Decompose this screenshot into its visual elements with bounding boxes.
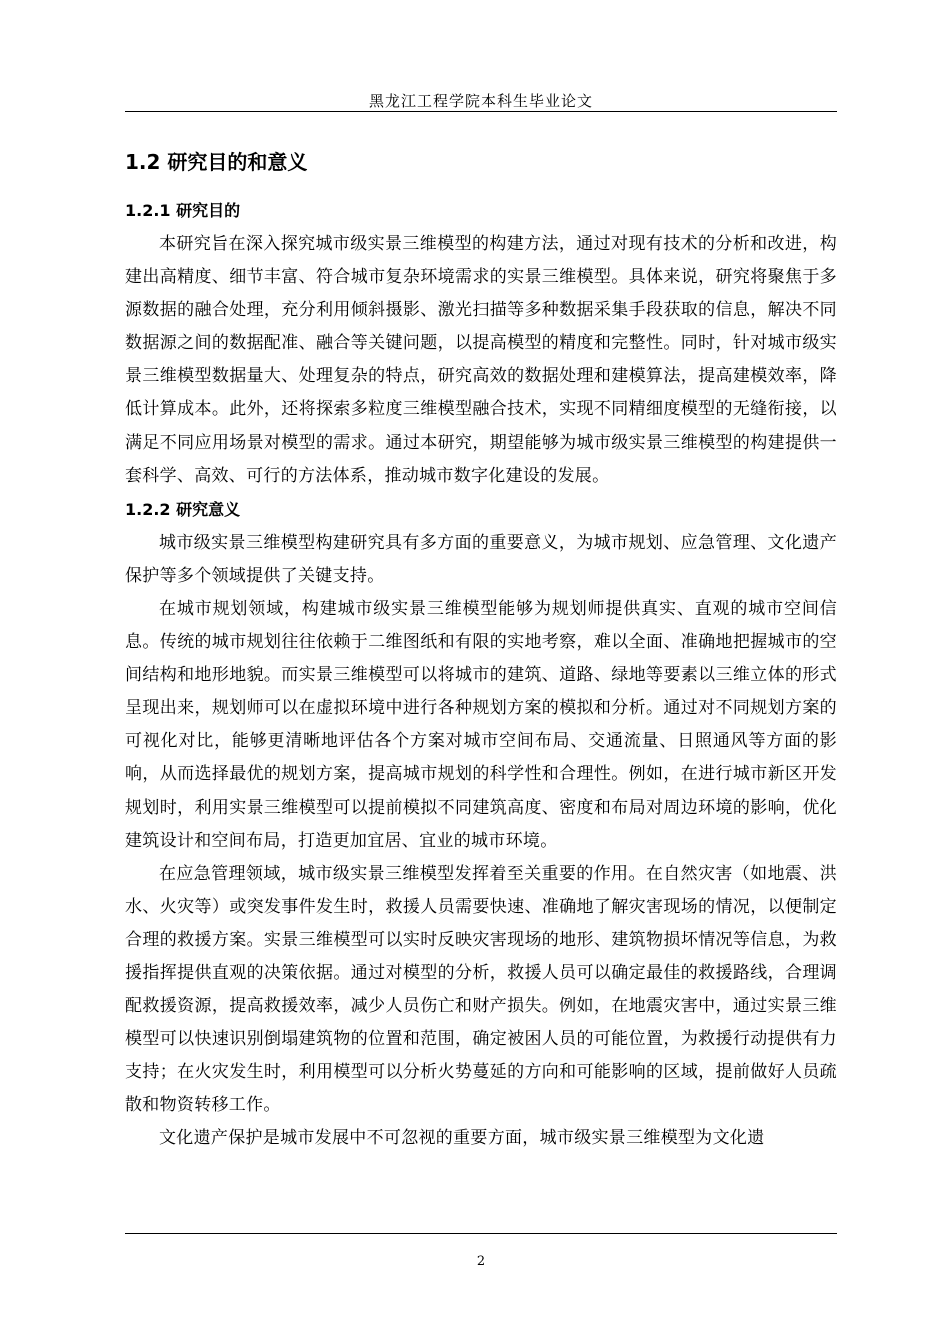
section-heading: 1.2 研究目的和意义: [125, 150, 308, 174]
subsection-heading-purpose: 1.2.1 研究目的: [125, 201, 241, 220]
page-body: [125, 140, 837, 1156]
paragraph: 本研究旨在深入探究城市级实景三维模型的构建方法，通过对现有技术的分析和改进，构建出高精度、细节丰富、符合城市复杂环境需求的实景三维模型。具体来说，研究将聚焦于多源数据的融合处理，充分利用倾斜摄影、激光扫描等多种数据采集手段获取的信息，解决不同数据源之间的数据配准、融合等关键问题，以提高模型的精度和完整性。同时，针对城市级实景三维模型数据量大、处理复杂的特点，研究高效的数据处理和建模算法，提高建模效率，降低计算成本。此外，还将探索多粒度三维模型融合技术，实现不同精细度模型的无缝衔接，以满足不同应用场景对模型的需求。通过本研究，期望能够为城市级实景三维模型的构建提供一套科学、高效、可行的方法体系，推动城市数字化建设的发展。: [125, 234, 837, 486]
page-number: 2: [476, 1254, 486, 1269]
header-divider: [125, 111, 837, 112]
paragraph: 文化遗产保护是城市发展中不可忽视的重要方面，城市级实景三维模型为文化遗: [159, 1128, 765, 1149]
footer-divider: [125, 1233, 837, 1234]
subsection-heading-significance: 1.2.2 研究意义: [125, 499, 241, 519]
paragraph: 在城市规划领域，构建城市级实景三维模型能够为规划师提供真实、直观的城市空间信息。传统的城市规划往往依赖于二维图纸和有限的实地考察，难以全面、准确地把握城市的空间结构和地形地貌。而实景三维模型可以将城市的建筑、道路、绿地等要素以三维立体的形式呈现出来，规划师可以在虚拟环境中进行各种规划方案的模拟和分析。通过对不同规划方案的可视化对比，能够更清晰地评估各个方案对城市空间布局、交通流量、日照通风等方面的影响，从而选择最优的规划方案，提高城市规划的科学性和合理性。例如，在进行城市新区开发规划时，利用实景三维模型可以提前模拟不同建筑高度、密度和布局对周边环境的影响，优化建筑设计和空间布局，打造更加宜居、宜业的城市环境。: [125, 598, 837, 851]
running-header: 黑龙江工程学院本科生毕业论文: [368, 92, 593, 110]
paragraph: 城市级实景三维模型构建研究具有多方面的重要意义，为城市规划、应急管理、文化遗产保护等多个领域提供了关键支持。: [125, 532, 837, 586]
paragraph: 在应急管理领域，城市级实景三维模型发挥着至关重要的作用。在自然灾害（如地震、洪水、火灾等）或突发事件发生时，救援人员需要快速、准确地了解灾害现场的情况，以便制定合理的救援方案。实景三维模型可以实时反映灾害现场的地形、建筑物损坏情况等信息，为救援指挥提供直观的决策依据。通过对模型的分析，救援人员可以确定最佳的救援路线，合理调配救援资源，提高救援效率，减少人员伤亡和财产损失。例如，在地震灾害中，通过实景三维模型可以快速识别倒塌建筑物的位置和范围，确定被困人员的可能位置，为救援行动提供有力支持；在火灾发生时，利用模型可以分析火势蔓延的方向和可能影响的区域，提前做好人员疏散和物资转移工作。: [125, 863, 837, 1116]
